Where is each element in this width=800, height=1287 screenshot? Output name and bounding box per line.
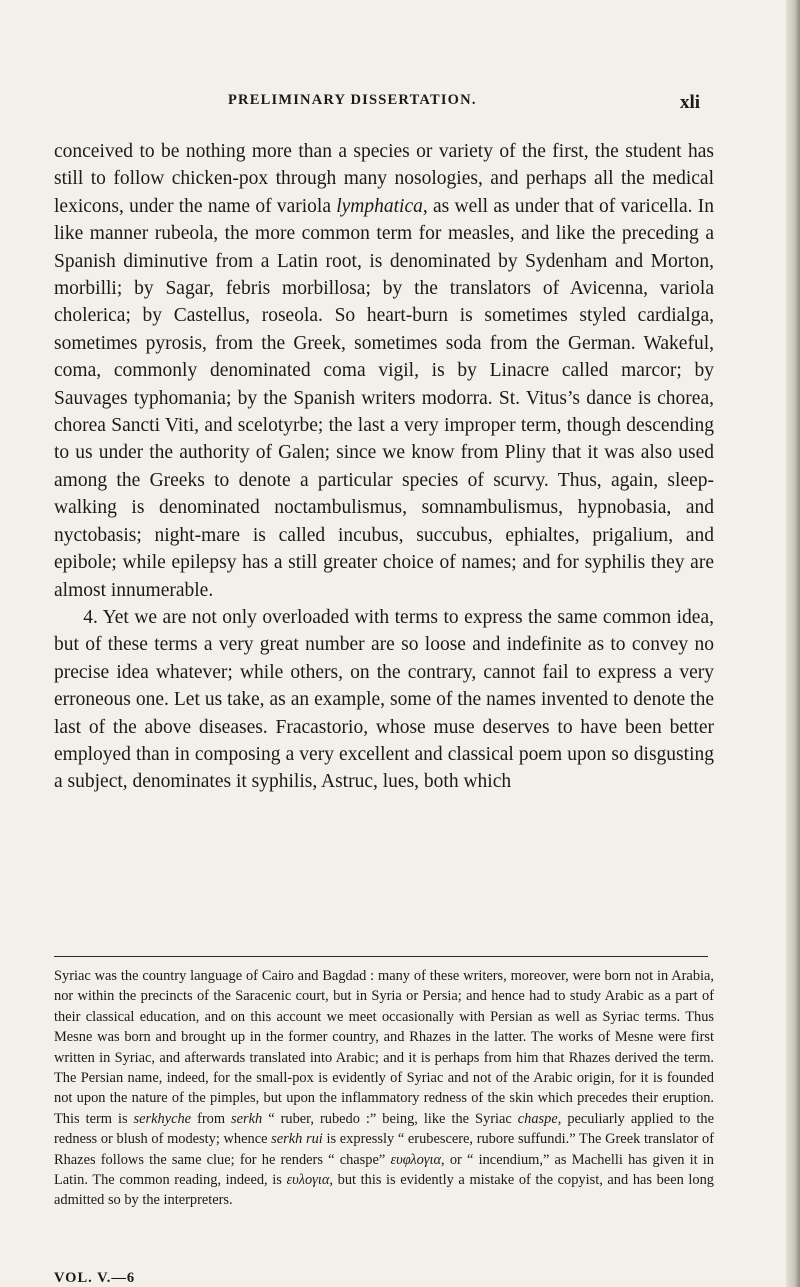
page-number: xli — [679, 92, 700, 113]
footnote-text-3: “ ruber, rubedo :” being, like the Syriac — [262, 1110, 518, 1127]
footnote-text-1: Syriac was the country language of Cairo and Bagdad : many of these writers, moreover, were born not in Arabia, nor within the precincts of the Saracenic court, but in Syria or Persia; and hence had to study Arabic as a part of their classical education, and on this account we meet occasionally with Persian as well as Syriac terms. Thus Mesne was born and brought up in the former country, and Rhazes in the latter. The works of Mesne were first written in Syriac, and afterwards translated into Arabic; and it is perhaps from him that Rhazes derived the term. The Persian name, indeed, for the small-pox is evidently of Syriac and not of the Arabic origin, for it is founded not upon the nature of the pimples, but upon the inflammatory redness of the skin which precedes their eruption. This term is — [54, 968, 714, 1127]
signature-mark: VOL. V.—6 — [54, 1270, 136, 1286]
paragraph-1-rest: , as well as under that of varicella. In like manner rubeola, the more common term for measles, and like the preceding a Spanish diminutive from a Latin root, is denominated by Sydenham and Morton, morbilli; by Sagar, febris morbillosa; by the translators of Avicenna, variola cholerica; by Castellus, roseola. So heart-burn is sometimes styled cardialga, sometimes pyrosis, from the Greek, sometimes soda from the German. Wakeful, coma, commonly denominated coma vigil, is by Linacre called marcor; by Sauvages typhomania; by the Spanish writers modorra. St. Vitus’s dance is chorea, chorea Sancti Viti, and scelotyrbe; the last a very improper term, though descending to us under the authority of Galen; since we know from Pliny that it was also used among the Greeks to denote a particular species of scurvy. Thus, again, sleep-walking is denominated noctambulismus, somnambulismus, hypnobasia, and nyctobasis; night-mare is called incubus, succubus, ephialtes, prigalium, and epibole; while epilepsy has a still greater choice of names; and for syphilis they are almost innumerable. — [54, 195, 714, 601]
main-text — [54, 138, 714, 796]
footnote-text-6: , or “ incendium,” as Machelli has given it in Latin. The common reading, indeed, is — [54, 1151, 714, 1189]
footnote-text-4: , peculiarly applied to the redness or blush of modesty; whence — [54, 1110, 714, 1148]
footnote-italic-2: serkh — [231, 1110, 263, 1127]
footnote-italic-3: chaspe — [517, 1110, 558, 1127]
paragraph-1 — [54, 138, 714, 604]
footnote-text-7: , but this is evidently a mistake of the copyist, and has been long admitted so by the interpreters. — [54, 1172, 714, 1209]
paragraph-2: 4. Yet we are not only overloaded with terms to express the same common idea, but of these terms a very great number are so loose and indefinite as to convey no precise idea whatever; while others, on the contrary, cannot fail to express a very erroneous one. Let us take, as an example, some of the names invented to denote the last of the above diseases. Fracastorio, whose muse deserves to have been better employed than in composing a very excellent and classical poem upon so disgusting a subject, denominates it syphilis, Astruc, lues, both which — [54, 606, 714, 793]
running-head: PRELIMINARY DISSERTATION. — [228, 92, 477, 108]
paragraph-1-start: conceived to be nothing more than a species or variety of the first, the student has still to follow chicken-pox through many nosologies, and perhaps all the medical lexicons, under the name of variola — [54, 141, 714, 217]
footnote-greek-1: ευφλογια — [390, 1151, 442, 1168]
footnote-text-5: is expressly “ erubescere, rubore suffundi.” The Greek translator of Rhazes follows the same clue; for he renders “ chaspe” — [54, 1131, 714, 1168]
italic-term-lymphatica: lymphatica — [336, 195, 423, 217]
page-edge-shadow — [786, 0, 800, 1287]
footnote-text-2: from — [191, 1110, 232, 1127]
footnote-italic-1: serkhyche — [133, 1110, 192, 1127]
footnote-divider — [54, 956, 708, 957]
footnote-greek-2: ευλογια — [286, 1172, 330, 1189]
footnote-italic-4: serkh rui — [271, 1131, 323, 1148]
footnote — [54, 966, 714, 1211]
